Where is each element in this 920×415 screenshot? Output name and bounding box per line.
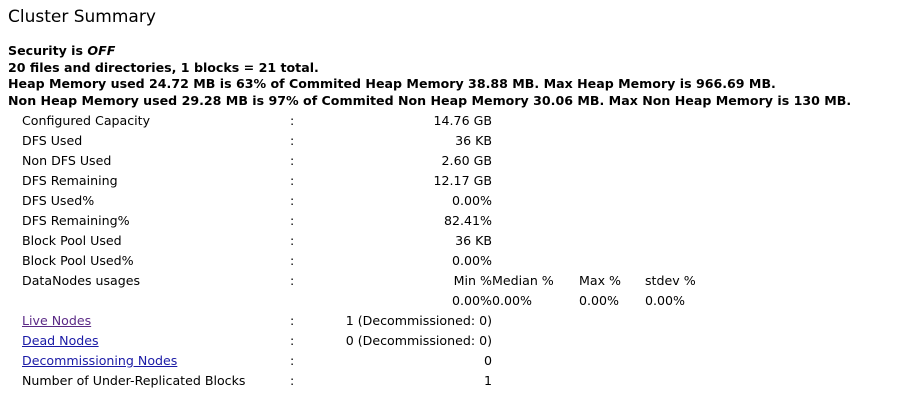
row-separator: : <box>290 172 295 188</box>
table-row <box>22 110 705 130</box>
row-value: 0.00% <box>451 192 492 208</box>
usage-extra-headers <box>492 270 705 290</box>
usage-max-value: 0.00% <box>579 292 620 308</box>
table-row <box>22 230 705 250</box>
table-row <box>22 170 705 190</box>
live-nodes-link[interactable]: Live Nodes <box>22 312 92 328</box>
usage-median-value: 0.00% <box>492 292 533 308</box>
under-replicated-label: Number of Under-Replicated Blocks <box>22 372 246 388</box>
table-row <box>22 210 705 230</box>
table-row <box>22 130 705 150</box>
table-row <box>22 150 705 170</box>
live-nodes-value: 1 (Decommissioned: 0) <box>345 312 492 328</box>
row-label: Block Pool Used <box>22 232 122 248</box>
row-separator: : <box>290 132 295 148</box>
files-summary: 20 files and directories, 1 blocks = 21 total. <box>8 59 319 75</box>
security-prefix: Security is <box>8 43 88 58</box>
datanodes-usages-label: DataNodes usages <box>22 272 141 288</box>
heap-memory-summary: Heap Memory used 24.72 MB is 63% of Commited Heap Memory 38.88 MB. Max Heap Memory is 966.69 MB. <box>8 76 776 91</box>
dead-nodes-value: 0 (Decommissioned: 0) <box>345 332 492 348</box>
row-value: 36 KB <box>455 232 492 248</box>
row-separator: : <box>290 192 295 208</box>
table-row <box>22 330 705 350</box>
usage-median-header: Median % <box>492 272 554 288</box>
row-value: 82.41% <box>443 212 492 228</box>
security-state: OFF <box>87 43 116 58</box>
dead-nodes-link[interactable]: Dead Nodes <box>22 332 99 348</box>
nonheap-memory-summary: Non Heap Memory used 29.28 MB is 97% of Commited Non Heap Memory 30.06 MB. Max Non Heap Memory is 130 MB. <box>8 92 852 108</box>
page-title: Cluster Summary <box>8 7 156 27</box>
table-row <box>22 190 705 210</box>
row-value: 0.00% <box>451 252 492 268</box>
row-separator: : <box>290 112 295 128</box>
usage-min-header: Min % <box>453 272 492 288</box>
row-label: Block Pool Used% <box>22 252 134 268</box>
table-row <box>22 250 705 270</box>
decommissioning-nodes-value: 0 <box>483 352 492 368</box>
row-label: DFS Used% <box>22 192 95 208</box>
capacity-table <box>22 110 705 390</box>
row-separator: : <box>290 352 295 368</box>
row-value: 36 KB <box>455 132 492 148</box>
row-separator: : <box>290 152 295 168</box>
table-row <box>22 310 705 330</box>
security-status <box>8 43 851 60</box>
usage-max-header: Max % <box>579 272 622 288</box>
row-label: DFS Remaining% <box>22 212 130 228</box>
row-separator: : <box>290 332 295 348</box>
row-separator: : <box>290 312 295 328</box>
datanodes-usages-header-row <box>22 270 705 290</box>
table-row <box>22 370 705 390</box>
cluster-summary-text <box>8 43 851 109</box>
row-separator: : <box>290 212 295 228</box>
usage-stdev-header: stdev % <box>645 272 696 288</box>
row-label: Configured Capacity <box>22 112 151 128</box>
decommissioning-nodes-link[interactable]: Decommissioning Nodes <box>22 352 178 368</box>
row-separator: : <box>290 252 295 268</box>
row-value: 12.17 GB <box>433 172 492 188</box>
usage-extra-values <box>492 290 705 310</box>
under-replicated-value: 1 <box>483 372 492 388</box>
usage-stdev-value: 0.00% <box>645 292 686 308</box>
row-label: DFS Used <box>22 132 83 148</box>
row-separator: : <box>290 272 295 288</box>
usage-min-value: 0.00% <box>451 292 492 308</box>
row-value: 2.60 GB <box>441 152 492 168</box>
table-row <box>22 350 705 370</box>
row-label: Non DFS Used <box>22 152 112 168</box>
datanodes-usages-value-row <box>22 290 705 310</box>
row-label: DFS Remaining <box>22 172 118 188</box>
row-separator: : <box>290 232 295 248</box>
row-value: 14.76 GB <box>433 112 492 128</box>
row-separator: : <box>290 372 295 388</box>
